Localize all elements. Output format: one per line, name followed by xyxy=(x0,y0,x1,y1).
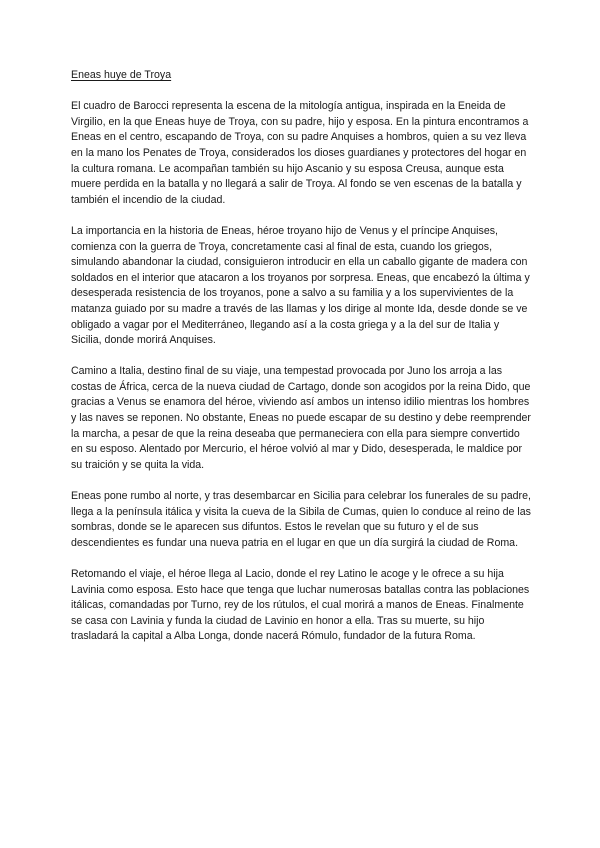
document-body xyxy=(71,68,531,661)
paragraph-latium-lavinia: Retomando el viaje, el héroe llega al Lacio, donde el rey Latino le acoge y le ofrece a su hija Lavinia como esposa. Esto hace que tenga que luchar numerosas batallas contra las poblaciones itálicas, comandadas por Turno, rey de los rútulos, el cual morirá a manos de Eneas. Finalmente se casa con Lavinia y funda la ciudad de Lavinio en honor a ella. Tras su muerte, su hijo trasladará la capital a Alba Longa, donde nacerá Rómulo, fundador de la futura Roma. xyxy=(71,568,530,643)
paragraph-carthage-dido: Camino a Italia, destino final de su viaje, una tempestad provocada por Juno los arroja a las costas de África, cerca de la nueva ciudad de Cartago, donde son acogidos por la reina Dido, que gracias a Venus se enamora del héroe, viviendo así ambos un intenso idilio mientras los hombres y las naves se reponen. No obstante, Eneas no puede escapar de su destino y debe reemprender la marcha, a pesar de que la reina deseaba que permaneciera con ella para siempre convertido en su esposo. Alentado por Mercurio, el héroe volvió al mar y Dido, desesperada, le maldice por su traición y se quita la vida. xyxy=(71,365,531,471)
paragraph-sicily-sibyl: Eneas pone rumbo al norte, y tras desembarcar en Sicilia para celebrar los funerales de su padre, llega a la península itálica y visita la cueva de la Sibila de Cumas, quien lo conduce al reino de las sombras, donde se le aparecen sus difuntos. Estos le revelan que su futuro y el de sus descendientes es fundar una nueva patria en el lugar en que un día surgirá la ciudad de Roma. xyxy=(71,490,531,549)
document-title: Eneas huye de Troya xyxy=(71,69,172,81)
paragraph-barocci-painting: El cuadro de Barocci representa la escena de la mitología antigua, inspirada en la Eneida de Virgilio, en la que Eneas huye de Troya, con su padre, hijo y esposa. En la pintura encontramos a Eneas en el centro, escapando de Troya, con su padre Anquises a hombros, quien a su vez lleva en la mano los Penates de Troya, considerados los dioses guardianes y protectores del hogar en la cultura romana. Le acompañan también su hijo Ascanio y su esposa Creusa, aunque esta muere perdida en la batalla y no llegará a salir de Troya. Al fondo se ven escenas de la batalla y también el incendio de la ciudad. xyxy=(71,100,529,206)
paragraph-trojan-war: La importancia en la historia de Eneas, héroe troyano hijo de Venus y el príncipe Anquises, comienza con la guerra de Troya, concretamente casi al final de esta, cuando los griegos, simulando abandonar la ciudad, consiguieron introducir en ella un caballo gigante de madera con soldados en el interior que atacaron a los troyanos por sorpresa. Eneas, que encabezó la última y desesperada resistencia de los troyanos, pone a salvo a su familia y a los supervivientes de la matanza guiado por su madre a través de las llamas y los dirige al monte Ida, desde donde se ve obligado a vagar por el Mediterráneo, llegando así a la costa griega y a la del sur de Italia y Sicilia, donde morirá Anquises. xyxy=(71,224,530,347)
